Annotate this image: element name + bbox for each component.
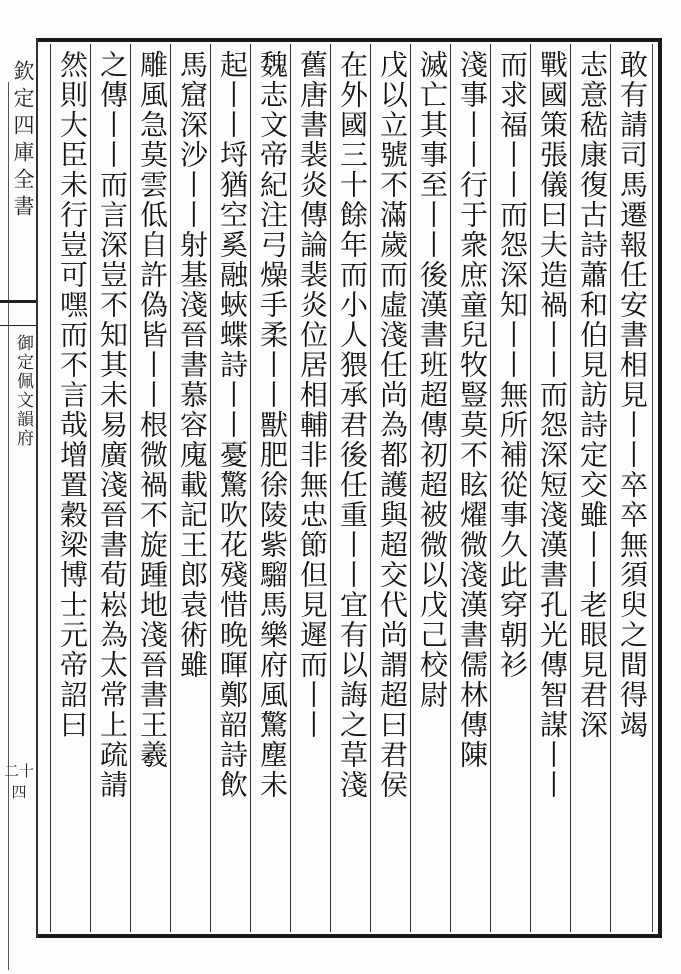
text-column: 舊唐書裴炎傳論裴炎位居相輔非無忠節但見遲而丨丨 [290,44,330,932]
fishtail-mark [0,300,36,326]
text-column: 在外國三十餘年而小人猥承君後任重丨丨宜有以誨之草淺 [330,44,370,932]
text-column: 戊以立號不滿歲而虛淺任尚為都護與超交代尚謂超曰君侯 [370,44,410,932]
text-column: 起丨丨埒猶空奚融蛺蝶詩丨丨憂驚吹花殘惜晚暉鄭韶詩飲 [210,44,250,932]
text-column: 滅亡其事至丨丨後漢書班超傳初超被微以戊己校尉 [410,44,450,932]
border-right [658,38,662,938]
text-column: 魏志文帝紀注弓燥手柔丨丨獸肥徐陵紫騮馬樂府風驚塵未 [250,44,290,932]
text-column: 淺事丨丨行于衆庶童兒牧豎莫不眩燿微淺漢書儒林傳陳 [450,44,490,932]
border-top [36,38,662,42]
text-column: 然則大臣未行豈可嘿而不言哉增置穀梁博士元帝詔曰 [50,44,90,932]
text-columns [46,44,650,932]
text-column: 之傳丨丨而言深豈不知其未易廣淺晉書荀崧為太常上疏請 [90,44,130,932]
margin-rule [8,82,9,970]
text-column: 戰國策張儀曰夫造禍丨丨而怨深短淺漢書孔光傳智謀丨丨 [530,44,570,932]
text-column: 馬窟深沙丨丨射基淺晉書慕容廆載記王郎袁術雖 [170,44,210,932]
text-column: 敢有請司馬遷報任安書相見丨丨卒卒無須臾之間得竭 [610,44,650,932]
text-column: 志意嵇康復古詩蕭和伯見訪詩定交雖丨丨老眼見君深 [570,44,610,932]
text-column: 而求福丨丨而怨深知丨丨無所補從事久此穿朝衫 [490,44,530,932]
page-number: 二十四 [3,762,34,801]
volume-title: 御定佩文韻府 [13,334,33,448]
text-column: 雕風急莫雲低自許偽皆丨丨根微禍不旋踵地淺晉書王羲 [130,44,170,932]
border-left [36,38,38,938]
book-title: 欽定四庫全書 [11,60,35,222]
border-bottom [36,934,662,938]
border-right-inner [652,44,653,932]
